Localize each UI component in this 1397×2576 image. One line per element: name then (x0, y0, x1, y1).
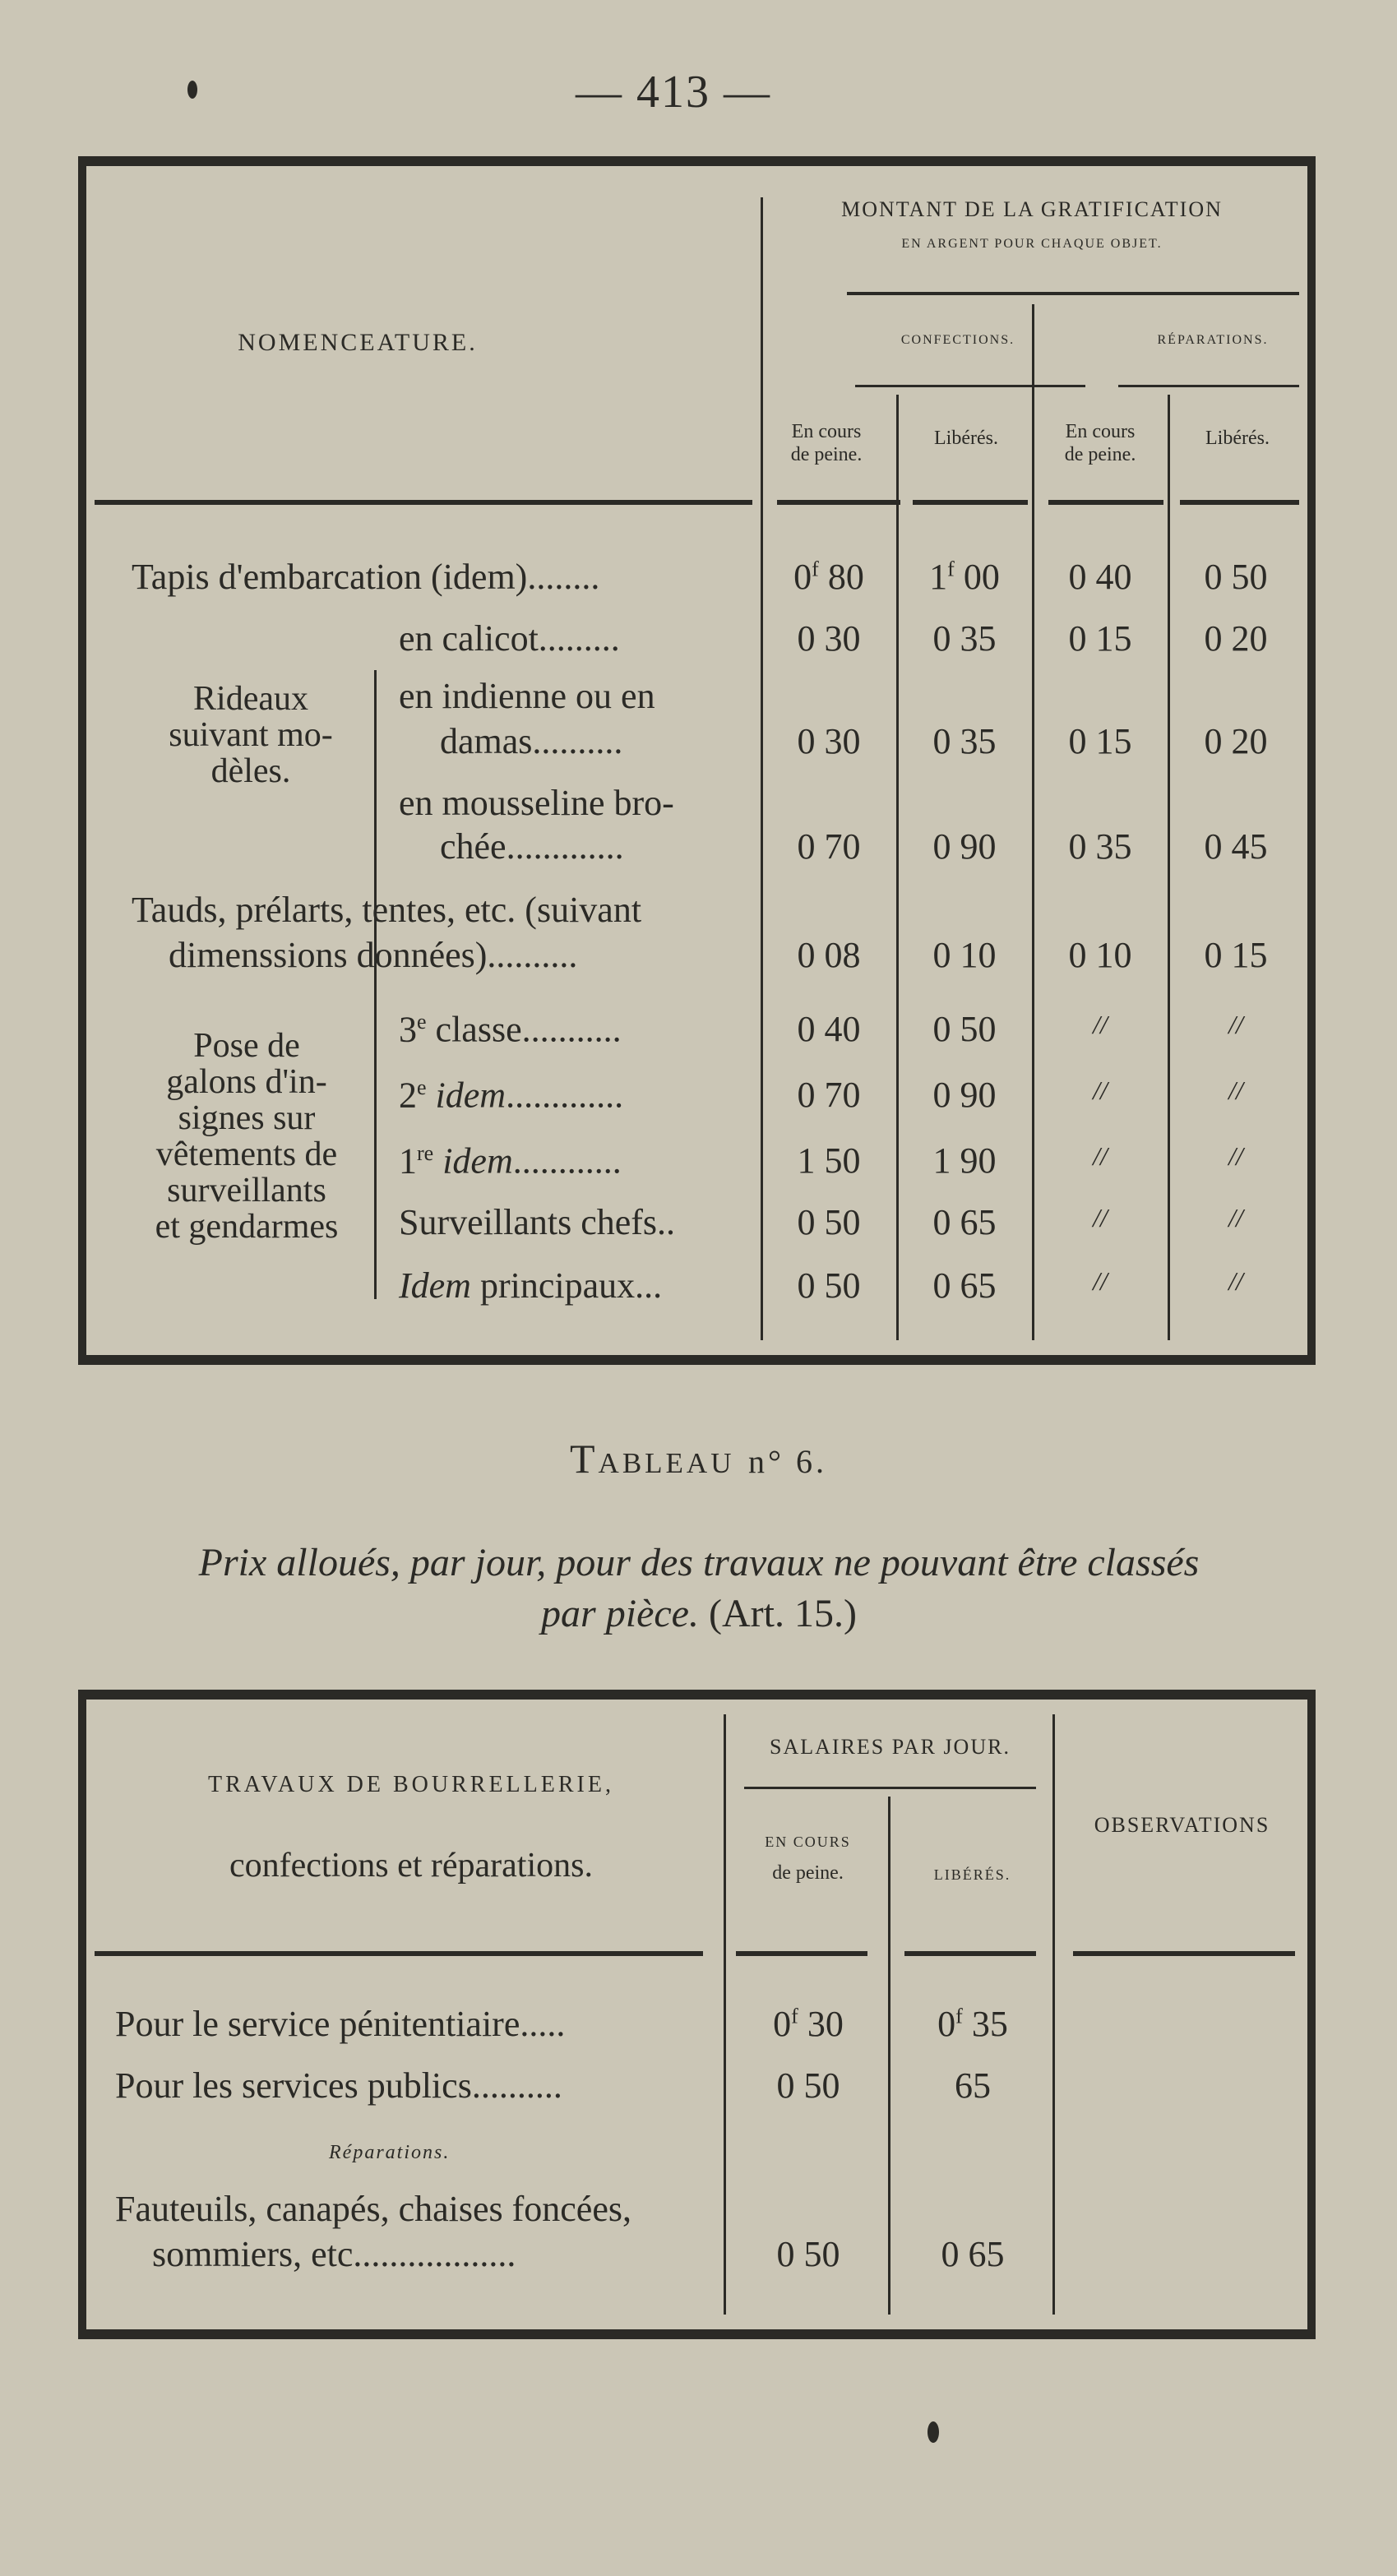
cell-value: 0 50 (1204, 557, 1268, 597)
cell-value: 0 70 (797, 826, 861, 867)
cell-value: // (1228, 1075, 1243, 1105)
row-label: Fauteuils, canapés, chaises foncées, (115, 2189, 631, 2229)
brace-rule-left (855, 385, 1085, 387)
cell-value: // (1093, 1203, 1108, 1233)
header-separator (736, 1951, 867, 1956)
gratification-table (78, 156, 1316, 1365)
cell-value: 0 65 (932, 1265, 997, 1306)
cell-value: 0 50 (776, 2065, 840, 2106)
cell-value: 0 35 (932, 721, 997, 761)
left-border (78, 156, 86, 1365)
cell-value: 1$^f$ 00 (929, 557, 1000, 597)
amount-header-line2: EN ARGENT POUR CHAQUE OBJET. (901, 237, 1163, 251)
row-label: dimenssions données).......... (169, 935, 578, 975)
travaux-header: TRAVAUX DE BOURRELLERIE, (208, 1772, 614, 1797)
header-separator (95, 500, 752, 505)
bourrellerie-table (78, 1690, 1316, 2339)
salaires-header: SALAIRES PAR JOUR. (770, 1735, 1011, 1759)
header-separator (777, 500, 900, 505)
page-number: — 413 — (576, 67, 771, 118)
cell-value: // (1228, 1141, 1243, 1171)
brace-rule-right (1118, 385, 1299, 387)
cell-value: 0 65 (932, 1202, 997, 1242)
cell-value: 0 35 (1068, 826, 1132, 867)
column-line (1168, 395, 1170, 1340)
bottom-rule (78, 2329, 1316, 2339)
header-separator (1048, 500, 1163, 505)
cell-value: // (1228, 1266, 1243, 1296)
cell-value: 0 65 (941, 2234, 1005, 2274)
row-label: 1re idem............ (399, 1140, 622, 1182)
cell-value: // (1093, 1075, 1108, 1105)
cell-value: 65 (955, 2065, 991, 2106)
column-line (724, 1714, 726, 2315)
row-label: en calicot......... (399, 618, 620, 659)
confections-header: CONFECTIONS. (900, 333, 1015, 347)
cell-value: 0 35 (932, 618, 997, 659)
group-label-rideaux: Rideaux suivant mo- dèles. (169, 680, 333, 791)
nomenclature-header: NOMENCEATURE. (238, 329, 478, 356)
column-line (1052, 1714, 1055, 2315)
cell-value: 0$^f$ 35 (937, 2004, 1008, 2044)
brace-rule (744, 1787, 1036, 1789)
table-title: Tableau n° 6. (570, 1436, 827, 1482)
row-label: Surveillants chefs.. (399, 1202, 676, 1242)
cell-value: 0 50 (797, 1202, 861, 1242)
cell-value: 0 50 (776, 2234, 840, 2274)
cell-value: 1 90 (932, 1140, 997, 1181)
right-border (1307, 1690, 1316, 2339)
row-label: Pour les services publics.......... (115, 2065, 562, 2106)
section-label: Réparations. (329, 2142, 451, 2163)
header-rule (847, 292, 1299, 295)
row-label: en indienne ou en (399, 676, 655, 716)
row-label: Idem principaux... (399, 1265, 663, 1306)
ink-spot (187, 81, 197, 99)
header-separator (1073, 1951, 1295, 1956)
cell-value: 1 50 (797, 1140, 861, 1181)
row-label: sommiers, etc.................. (152, 2234, 516, 2274)
cell-value: // (1228, 1010, 1243, 1039)
cell-value: 0 40 (797, 1009, 861, 1049)
top-rule (78, 156, 1316, 166)
group-label-pose-galons: Pose de galons d'in- signes sur vêtements de surveillants et gendarmes (155, 1027, 339, 1246)
cell-value: 0 90 (932, 1075, 997, 1115)
col-reparations-en-cours: En cours de peine. (1064, 421, 1136, 465)
travaux-subheader: confections et réparations. (229, 1847, 593, 1885)
header-separator (95, 1951, 703, 1956)
cell-value: 0 10 (932, 935, 997, 975)
row-label: 2e idem............. (399, 1075, 624, 1116)
cell-value: 0 30 (797, 721, 861, 761)
cell-value: 0 40 (1068, 557, 1132, 597)
cell-value: 0 45 (1204, 826, 1268, 867)
row-label: en mousseline bro- (399, 783, 674, 823)
cell-value: 0 10 (1068, 935, 1132, 975)
row-label: Tapis d'embarcation (idem)........ (132, 557, 600, 597)
row-label: 3e classe........... (399, 1009, 622, 1050)
col-liberes: LIBÉRÉS. (933, 1866, 1011, 1883)
cell-value: 0$^f$ 30 (773, 2004, 844, 2044)
cell-value: // (1093, 1266, 1108, 1296)
cell-value: 0 15 (1204, 935, 1268, 975)
row-label: Pour le service pénitentiaire..... (115, 2004, 566, 2044)
cell-value: 0 20 (1204, 618, 1268, 659)
cell-value: 0$^f$ 80 (793, 557, 864, 597)
brace (374, 1011, 377, 1299)
bottom-rule (78, 1355, 1316, 1365)
col-reparations-liberes: Libérés. (1205, 428, 1270, 449)
row-label: chée............. (440, 826, 624, 867)
cell-value: 0 15 (1068, 618, 1132, 659)
cell-value: 0 50 (932, 1009, 997, 1049)
header-separator (1180, 500, 1299, 505)
cell-value: 0 20 (1204, 721, 1268, 761)
cell-value: // (1228, 1203, 1243, 1233)
top-rule (78, 1690, 1316, 1700)
column-line (888, 1797, 890, 2315)
col-en-cours: EN COURS de peine. (765, 1834, 851, 1884)
left-border (78, 1690, 86, 2339)
cell-value: 0 50 (797, 1265, 861, 1306)
table-subtitle: Prix alloués, par jour, pour des travaux ne pouvant être classés par pièce. (Art. 15.) (198, 1541, 1200, 1636)
column-line (896, 395, 899, 1340)
cell-value: 0 08 (797, 935, 861, 975)
cell-value: 0 70 (797, 1075, 861, 1115)
observations-header: OBSERVATIONS (1094, 1813, 1270, 1837)
ink-spot (927, 2421, 939, 2443)
cell-value: 0 15 (1068, 721, 1132, 761)
cell-value: 0 90 (932, 826, 997, 867)
col-confections-en-cours: En cours de peine. (790, 421, 863, 465)
row-label: Tauds, prélarts, tentes, etc. (suivant (132, 890, 642, 930)
column-line (1032, 304, 1034, 1340)
col-confections-liberes: Libérés. (934, 428, 998, 449)
amount-header-line1: MONTANT DE LA GRATIFICATION (841, 197, 1223, 221)
cell-value: 0 30 (797, 618, 861, 659)
row-label: damas.......... (440, 721, 623, 761)
cell-value: // (1093, 1141, 1108, 1171)
reparations-header: RÉPARATIONS. (1157, 333, 1269, 347)
cell-value: // (1093, 1010, 1108, 1039)
header-separator (904, 1951, 1036, 1956)
header-separator (913, 500, 1028, 505)
